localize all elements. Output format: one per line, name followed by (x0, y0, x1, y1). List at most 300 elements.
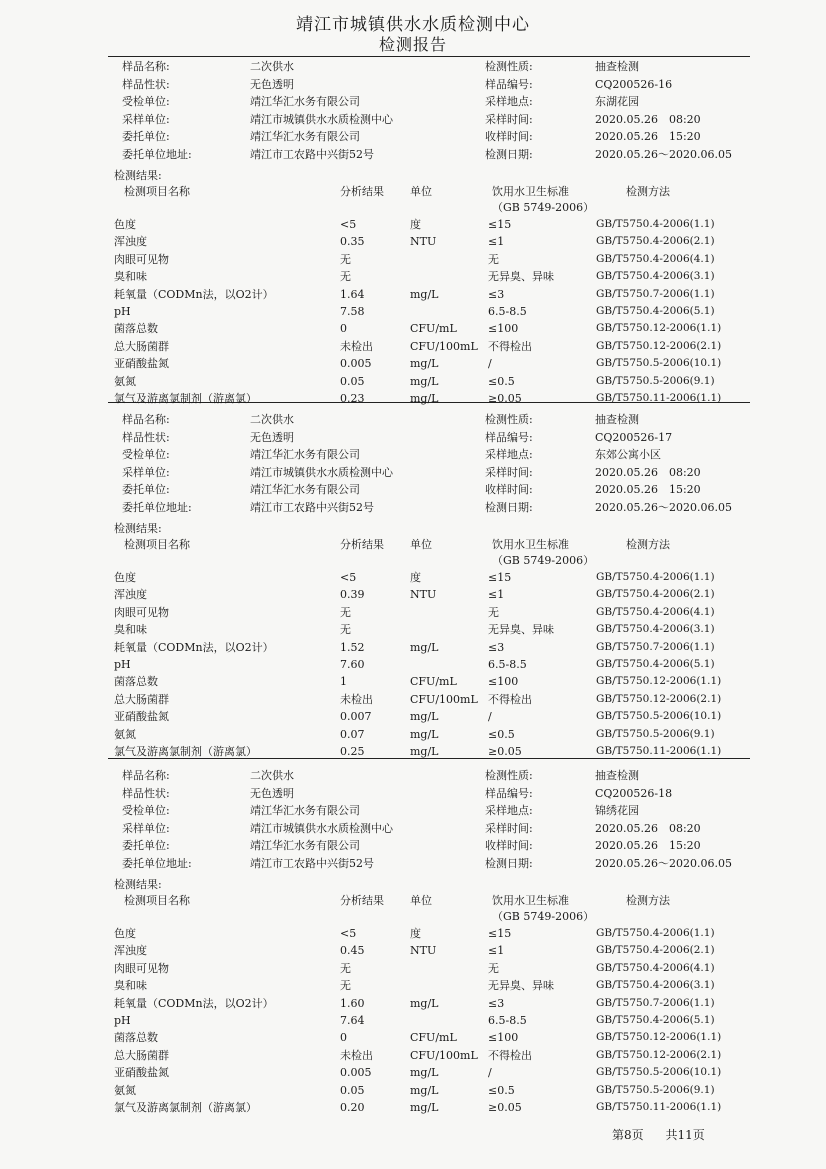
table-row (110, 673, 750, 690)
cell-standard: 6.5-8.5 (488, 658, 527, 671)
table-row (110, 1082, 750, 1099)
meta-value: 靖江华汇水务有限公司 (250, 839, 360, 852)
cell-standard: ≤15 (488, 571, 512, 584)
meta-label: 样品编号: (485, 430, 533, 444)
table-row (110, 586, 750, 603)
cell-unit: CFU/mL (410, 675, 457, 689)
meta-row (110, 820, 750, 837)
cell-unit: CFU/100mL (410, 692, 478, 706)
cell-standard: 无 (488, 252, 499, 266)
cell-unit: NTU (410, 588, 437, 602)
cell-unit: mg/L (410, 727, 439, 741)
table-row (110, 995, 750, 1012)
col-header-unit: 单位 (410, 538, 432, 551)
cell-item-name: 臭和味 (114, 979, 147, 993)
cell-unit: mg/L (410, 1101, 439, 1114)
cell-method: GB/T5750.4-2006(2.1) (596, 944, 715, 957)
cell-method: GB/T5750.12-2006(2.1) (596, 339, 722, 352)
cell-item-name: 耗氧量（CODMn法，以O2计） (114, 996, 274, 1010)
col-header-standard-code: （GB 5749-2006） (492, 910, 595, 923)
meta-value: 靖江华汇水务有限公司 (250, 483, 360, 496)
cell-method: GB/T5750.5-2006(10.1) (596, 710, 722, 723)
cell-standard: 6.5-8.5 (488, 1014, 527, 1027)
cell-item-name: 色度 (114, 927, 136, 940)
table-row (110, 251, 750, 268)
cell-unit: mg/L (410, 640, 439, 654)
cell-result: 无 (340, 961, 351, 975)
meta-label: 采样单位: (122, 465, 170, 479)
cell-result: 0.005 (340, 1066, 372, 1080)
meta-row (110, 464, 750, 481)
cell-standard: ≤100 (488, 1031, 519, 1045)
meta-label: 样品编号: (485, 786, 533, 800)
meta-label: 检测日期: (485, 500, 533, 514)
cell-item-name: pH (114, 305, 131, 318)
meta-row (110, 767, 750, 784)
table-row (110, 639, 750, 656)
cell-item-name: 亚硝酸盐氮 (114, 357, 169, 371)
cell-item-name: 色度 (114, 571, 136, 584)
cell-standard: ≤15 (488, 927, 512, 940)
meta-value: 靖江市工农路中兴街52号 (250, 500, 374, 514)
table-row (110, 960, 750, 977)
table-row (110, 355, 750, 372)
cell-result: 0.007 (340, 710, 372, 724)
meta-value: 靖江华汇水务有限公司 (250, 448, 360, 461)
cell-item-name: 氨氮 (114, 374, 136, 388)
meta-label: 委托单位: (122, 483, 170, 496)
meta-row (110, 128, 750, 145)
meta-row (110, 785, 750, 802)
meta-row (110, 58, 750, 75)
col-header-unit: 单位 (410, 894, 432, 907)
cell-standard: 6.5-8.5 (488, 305, 527, 318)
table-row (110, 621, 750, 638)
results-label: 检测结果: (114, 522, 162, 535)
cell-standard: ≤0.5 (488, 374, 515, 388)
meta-label: 样品名称: (122, 769, 170, 782)
meta-label: 采样时间: (485, 112, 533, 126)
cell-method: GB/T5750.4-2006(1.1) (596, 571, 715, 583)
cell-result: 0.005 (340, 357, 372, 371)
meta-label: 委托单位地址: (122, 147, 192, 161)
col-header-result: 分析结果 (340, 894, 384, 907)
cell-standard: 无异臭、异味 (488, 623, 554, 637)
cell-method: GB/T5750.5-2006(9.1) (596, 374, 715, 387)
table-row (110, 303, 750, 320)
cell-standard: / (488, 357, 492, 371)
meta-row (110, 76, 750, 93)
meta-label: 采样单位: (122, 821, 170, 835)
meta-value: 2020.05.26 15:20 (595, 130, 701, 143)
col-header-unit: 单位 (410, 185, 432, 198)
cell-item-name: 肉眼可见物 (114, 252, 169, 266)
meta-value: 2020.05.26 15:20 (595, 483, 701, 496)
table-row (110, 338, 750, 355)
cell-method: GB/T5750.12-2006(1.1) (596, 322, 722, 335)
cell-method: GB/T5750.4-2006(3.1) (596, 623, 715, 636)
cell-unit: mg/L (410, 1066, 439, 1080)
meta-label: 采样地点: (485, 804, 533, 817)
meta-label: 检测性质: (485, 769, 533, 782)
col-header-result: 分析结果 (340, 185, 384, 198)
cell-unit: CFU/mL (410, 1031, 457, 1045)
col-header-standard-code: （GB 5749-2006） (492, 554, 595, 567)
cell-result: 未检出 (340, 692, 373, 706)
cell-item-name: 氯气及游离氯制剂（游离氯） (114, 1101, 257, 1114)
cell-method: GB/T5750.4-2006(3.1) (596, 979, 715, 992)
cell-result: 0.35 (340, 235, 365, 249)
cell-unit: mg/L (410, 745, 439, 758)
table-row (110, 708, 750, 725)
meta-label: 收样时间: (485, 839, 533, 852)
cell-standard: 无 (488, 605, 499, 619)
meta-value: 2020.05.26～2020.06.05 (595, 856, 732, 870)
cell-standard: / (488, 1066, 492, 1080)
report-header (0, 14, 826, 54)
cell-method: GB/T5750.4-2006(4.1) (596, 605, 715, 618)
cell-method: GB/T5750.12-2006(2.1) (596, 692, 722, 705)
cell-method: GB/T5750.7-2006(1.1) (596, 996, 715, 1009)
meta-value: 抽查检测 (595, 769, 639, 782)
meta-label: 检测日期: (485, 856, 533, 870)
cell-result: 1 (340, 675, 347, 689)
meta-value: 无色透明 (250, 430, 294, 444)
meta-label: 检测日期: (485, 147, 533, 161)
cell-method: GB/T5750.12-2006(1.1) (596, 675, 722, 688)
cell-item-name: pH (114, 1014, 131, 1027)
cell-standard: ≤15 (488, 218, 512, 231)
col-header-method: 检测方法 (626, 185, 670, 198)
cell-result: 7.58 (340, 305, 365, 318)
cell-item-name: 臭和味 (114, 623, 147, 637)
meta-label: 收样时间: (485, 130, 533, 143)
cell-result: 0 (340, 322, 347, 336)
meta-label: 委托单位地址: (122, 500, 192, 514)
meta-label: 检测性质: (485, 413, 533, 426)
table-row (110, 320, 750, 337)
table-row (110, 942, 750, 959)
meta-value: 靖江华汇水务有限公司 (250, 95, 360, 108)
cell-method: GB/T5750.4-2006(4.1) (596, 961, 715, 974)
cell-method: GB/T5750.4-2006(3.1) (596, 270, 715, 283)
meta-value: CQ200526-16 (595, 77, 673, 91)
cell-standard: ≥0.05 (488, 1101, 522, 1114)
cell-method: GB/T5750.5-2006(9.1) (596, 1083, 715, 1096)
cell-item-name: 氯气及游离氯制剂（游离氯） (114, 392, 257, 405)
cell-result: 未检出 (340, 1048, 373, 1062)
cell-unit: 度 (410, 927, 421, 940)
cell-method: GB/T5750.7-2006(1.1) (596, 640, 715, 653)
meta-row (110, 446, 750, 463)
cell-item-name: 总大肠菌群 (114, 339, 169, 353)
results-label: 检测结果: (114, 169, 162, 182)
cell-standard: 无异臭、异味 (488, 270, 554, 284)
cell-result: 未检出 (340, 339, 373, 353)
meta-label: 样品名称: (122, 413, 170, 426)
meta-row (110, 499, 750, 516)
meta-label: 样品性状: (122, 786, 170, 800)
cell-unit: mg/L (410, 710, 439, 724)
meta-row (110, 111, 750, 128)
report-subtitle: 检测报告 (378, 35, 447, 54)
report-title: 靖江市城镇供水水质检测中心 (296, 15, 530, 35)
cell-result: 0.05 (340, 1083, 365, 1097)
col-header-method: 检测方法 (626, 894, 670, 907)
meta-row (110, 855, 750, 872)
meta-label: 采样时间: (485, 821, 533, 835)
results-label: 检测结果: (114, 878, 162, 891)
meta-label: 样品性状: (122, 77, 170, 91)
cell-result: 0.05 (340, 374, 365, 388)
meta-value: 抽查检测 (595, 413, 639, 426)
cell-result: 7.64 (340, 1014, 365, 1027)
cell-standard: 不得检出 (488, 1048, 532, 1062)
cell-method: GB/T5750.4-2006(1.1) (596, 927, 715, 939)
cell-standard: 无异臭、异味 (488, 979, 554, 993)
meta-value: 东郊公寓小区 (595, 448, 661, 461)
cell-result: 0.39 (340, 588, 365, 602)
table-row (110, 233, 750, 250)
meta-label: 采样地点: (485, 95, 533, 108)
meta-value: 二次供水 (250, 769, 294, 782)
col-header-result: 分析结果 (340, 538, 384, 551)
cell-result: 无 (340, 623, 351, 637)
meta-label: 采样时间: (485, 465, 533, 479)
cell-standard: 无 (488, 961, 499, 975)
meta-row (110, 411, 750, 428)
table-row (110, 1029, 750, 1046)
sample-section (110, 411, 750, 767)
cell-standard: 不得检出 (488, 339, 532, 353)
cell-result: 无 (340, 979, 351, 993)
page-total: 共11页 (665, 1128, 705, 1142)
cell-unit: mg/L (410, 392, 439, 405)
cell-method: GB/T5750.4-2006(1.1) (596, 218, 715, 230)
meta-value: 2020.05.26 08:20 (595, 821, 701, 835)
meta-value: 无色透明 (250, 77, 294, 91)
cell-method: GB/T5750.11-2006(1.1) (596, 745, 722, 757)
meta-label: 采样地点: (485, 448, 533, 461)
table-row (110, 268, 750, 285)
cell-method: GB/T5750.11-2006(1.1) (596, 1101, 722, 1113)
cell-method: GB/T5750.4-2006(2.1) (596, 588, 715, 601)
table-row (110, 1047, 750, 1064)
cell-item-name: 菌落总数 (114, 675, 158, 689)
table-row (110, 286, 750, 303)
cell-item-name: pH (114, 658, 131, 671)
meta-label: 受检单位: (122, 448, 170, 461)
table-row (110, 977, 750, 994)
meta-value: 靖江华汇水务有限公司 (250, 804, 360, 817)
cell-result: <5 (340, 927, 357, 940)
meta-value: 靖江市工农路中兴街52号 (250, 147, 374, 161)
meta-row (110, 429, 750, 446)
cell-result: 0.45 (340, 944, 365, 958)
table-header (110, 536, 750, 568)
cell-standard: 不得检出 (488, 692, 532, 706)
col-header-standard: 饮用水卫生标准 (492, 894, 569, 907)
cell-unit: NTU (410, 944, 437, 958)
meta-value: 锦绣花园 (595, 804, 639, 817)
cell-method: GB/T5750.12-2006(2.1) (596, 1048, 722, 1061)
cell-method: GB/T5750.4-2006(5.1) (596, 305, 715, 317)
cell-item-name: 浑浊度 (114, 588, 147, 602)
meta-row (110, 837, 750, 854)
cell-result: 0.23 (340, 392, 365, 405)
meta-label: 受检单位: (122, 95, 170, 108)
meta-value: 无色透明 (250, 786, 294, 800)
meta-label: 检测性质: (485, 60, 533, 73)
meta-label: 样品编号: (485, 77, 533, 91)
table-row (110, 604, 750, 621)
table-row (110, 726, 750, 743)
meta-value: 靖江市工农路中兴街52号 (250, 856, 374, 870)
cell-result: <5 (340, 218, 357, 231)
table-row (110, 743, 750, 760)
table-row (110, 1012, 750, 1029)
cell-method: GB/T5750.5-2006(9.1) (596, 727, 715, 740)
cell-unit: 度 (410, 571, 421, 584)
cell-standard: ≥0.05 (488, 745, 522, 758)
cell-result: 无 (340, 252, 351, 266)
meta-row (110, 93, 750, 110)
meta-value: 2020.05.26 15:20 (595, 839, 701, 852)
cell-standard: ≤1 (488, 588, 505, 602)
cell-unit: mg/L (410, 996, 439, 1010)
cell-result: 1.52 (340, 640, 365, 654)
cell-item-name: 肉眼可见物 (114, 961, 169, 975)
meta-value: 2020.05.26 08:20 (595, 112, 701, 126)
cell-result: 0.07 (340, 727, 365, 741)
meta-value: 抽查检测 (595, 60, 639, 73)
cell-method: GB/T5750.12-2006(1.1) (596, 1031, 722, 1044)
meta-label: 委托单位地址: (122, 856, 192, 870)
meta-row (110, 146, 750, 163)
cell-method: GB/T5750.5-2006(10.1) (596, 1066, 722, 1079)
col-header-method: 检测方法 (626, 538, 670, 551)
table-header (110, 183, 750, 215)
meta-row (110, 802, 750, 819)
cell-item-name: 臭和味 (114, 270, 147, 284)
col-header-item: 检测项目名称 (124, 185, 190, 198)
divider-line (108, 56, 750, 57)
table-row (110, 1064, 750, 1081)
meta-label: 委托单位: (122, 839, 170, 852)
cell-result: 0 (340, 1031, 347, 1045)
cell-standard: ≤100 (488, 675, 519, 689)
col-header-item: 检测项目名称 (124, 894, 190, 907)
cell-result: 无 (340, 605, 351, 619)
meta-label: 收样时间: (485, 483, 533, 496)
cell-standard: / (488, 710, 492, 724)
table-row (110, 1099, 750, 1116)
cell-item-name: 肉眼可见物 (114, 605, 169, 619)
cell-result: 无 (340, 270, 351, 284)
meta-value: 2020.05.26 08:20 (595, 465, 701, 479)
cell-standard: ≤100 (488, 322, 519, 336)
cell-standard: ≤3 (488, 996, 505, 1010)
cell-unit: mg/L (410, 1083, 439, 1097)
cell-item-name: 浑浊度 (114, 944, 147, 958)
cell-standard: ≤3 (488, 640, 505, 654)
cell-item-name: 氨氮 (114, 1083, 136, 1097)
cell-item-name: 浑浊度 (114, 235, 147, 249)
cell-item-name: 亚硝酸盐氮 (114, 710, 169, 724)
sample-section (110, 58, 750, 414)
cell-method: GB/T5750.4-2006(2.1) (596, 235, 715, 248)
cell-unit: mg/L (410, 357, 439, 371)
meta-value: 2020.05.26～2020.06.05 (595, 500, 732, 514)
cell-item-name: 氨氮 (114, 727, 136, 741)
cell-unit: CFU/100mL (410, 339, 478, 353)
cell-item-name: 耗氧量（CODMn法，以O2计） (114, 640, 274, 654)
meta-value: 二次供水 (250, 413, 294, 426)
cell-standard: ≥0.05 (488, 392, 522, 405)
cell-result: <5 (340, 571, 357, 584)
col-header-standard-code: （GB 5749-2006） (492, 201, 595, 214)
meta-value: 靖江市城镇供水水质检测中心 (250, 112, 393, 126)
meta-row (110, 481, 750, 498)
cell-item-name: 菌落总数 (114, 322, 158, 336)
meta-label: 样品性状: (122, 430, 170, 444)
cell-item-name: 氯气及游离氯制剂（游离氯） (114, 745, 257, 758)
cell-result: 0.25 (340, 745, 365, 758)
table-row (110, 656, 750, 673)
cell-unit: CFU/100mL (410, 1048, 478, 1062)
cell-unit: mg/L (410, 374, 439, 388)
cell-method: GB/T5750.11-2006(1.1) (596, 392, 722, 404)
cell-unit: mg/L (410, 287, 439, 301)
meta-value: CQ200526-17 (595, 430, 673, 444)
cell-method: GB/T5750.7-2006(1.1) (596, 287, 715, 300)
cell-item-name: 色度 (114, 218, 136, 231)
cell-standard: ≤0.5 (488, 727, 515, 741)
table-row (110, 390, 750, 407)
col-header-item: 检测项目名称 (124, 538, 190, 551)
cell-unit: NTU (410, 235, 437, 249)
cell-result: 1.60 (340, 996, 365, 1010)
page-footer (612, 1126, 723, 1143)
cell-method: GB/T5750.5-2006(10.1) (596, 357, 722, 370)
cell-standard: ≤1 (488, 235, 505, 249)
meta-value: 东湖花园 (595, 95, 639, 108)
col-header-standard: 饮用水卫生标准 (492, 185, 569, 198)
cell-result: 0.20 (340, 1101, 365, 1114)
cell-standard: ≤3 (488, 287, 505, 301)
meta-value: 2020.05.26～2020.06.05 (595, 147, 732, 161)
table-header (110, 892, 750, 924)
meta-value: CQ200526-18 (595, 786, 673, 800)
cell-result: 1.64 (340, 287, 365, 301)
cell-item-name: 菌落总数 (114, 1031, 158, 1045)
cell-unit: CFU/mL (410, 322, 457, 336)
meta-value: 靖江华汇水务有限公司 (250, 130, 360, 143)
meta-label: 受检单位: (122, 804, 170, 817)
meta-value: 靖江市城镇供水水质检测中心 (250, 465, 393, 479)
col-header-standard: 饮用水卫生标准 (492, 538, 569, 551)
meta-label: 样品名称: (122, 60, 170, 73)
meta-value: 二次供水 (250, 60, 294, 73)
cell-result: 7.60 (340, 658, 365, 671)
cell-item-name: 耗氧量（CODMn法，以O2计） (114, 287, 274, 301)
cell-standard: ≤1 (488, 944, 505, 958)
table-row (110, 216, 750, 233)
meta-label: 采样单位: (122, 112, 170, 126)
cell-method: GB/T5750.4-2006(4.1) (596, 252, 715, 265)
table-row (110, 925, 750, 942)
cell-method: GB/T5750.4-2006(5.1) (596, 658, 715, 670)
